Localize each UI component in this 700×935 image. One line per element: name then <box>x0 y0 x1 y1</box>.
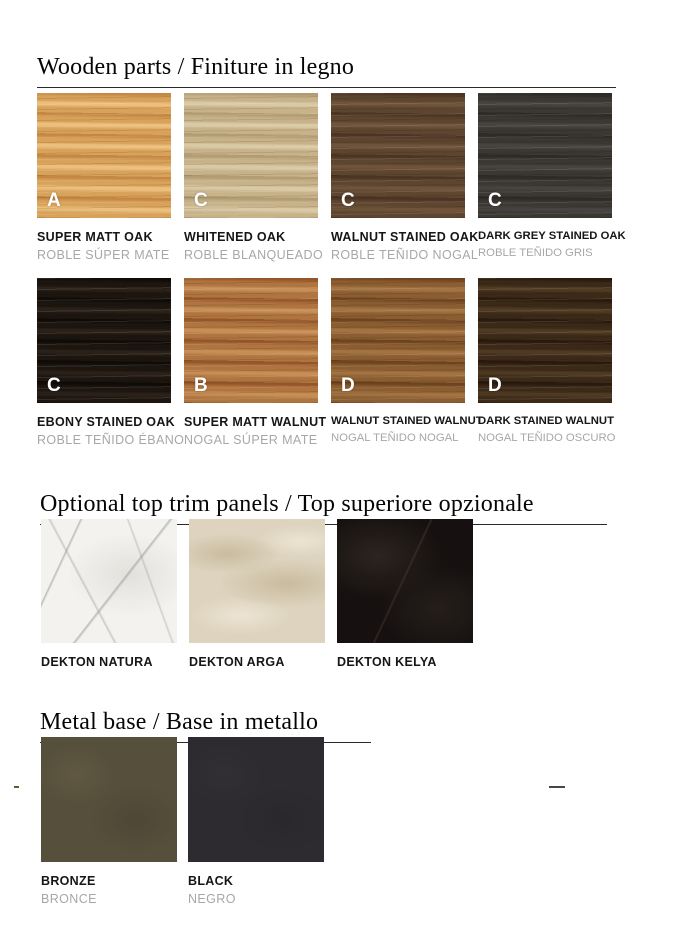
finish-name-es: ROBLE TEÑIDO ÉBANO <box>37 433 185 448</box>
finish-name: WALNUT STAINED WALNUT <box>331 415 483 427</box>
panel-cell-dekton-natura <box>41 519 177 669</box>
swatch-dark-stained-walnut <box>478 278 612 403</box>
panel-name: DEKTON KELYA <box>337 655 437 669</box>
panel-cell-dekton-kelya <box>337 519 473 669</box>
section-title-metal-base: Metal base / Base in metallo <box>40 709 371 743</box>
wooden-finishes-row-1 <box>37 93 626 263</box>
swatch-super-matt-walnut <box>184 278 318 403</box>
finish-name-es: NOGAL TEÑIDO OSCURO <box>478 431 616 444</box>
grade-letter: B <box>194 375 208 396</box>
finish-name-es: ROBLE TEÑIDO GRIS <box>478 246 593 259</box>
section-title-wooden-parts: Wooden parts / Finiture in legno <box>37 54 616 88</box>
finish-cell-super-matt-walnut <box>184 278 327 448</box>
panel-name: DEKTON ARGA <box>189 655 285 669</box>
section-title-top-trim-panels: Optional top trim panels / Top superiore opzionale <box>40 491 607 525</box>
finish-name: SUPER MATT WALNUT <box>184 415 327 429</box>
finish-name-es: ROBLE BLANQUEADO <box>184 248 324 263</box>
swatch-whitened-oak <box>184 93 318 218</box>
swatch-dekton-kelya <box>337 519 473 643</box>
finish-name: SUPER MATT OAK <box>37 230 153 244</box>
finish-name-es: ROBLE SÚPER MATE <box>37 248 170 263</box>
grade-letter: C <box>194 190 208 211</box>
finish-name: DARK GREY STAINED OAK <box>478 230 626 242</box>
finish-name: DARK STAINED WALNUT <box>478 415 614 427</box>
swatch-bronze <box>41 737 177 862</box>
finish-name-es: NOGAL TEÑIDO NOGAL <box>331 431 459 444</box>
metal-cell-black <box>188 737 324 907</box>
grade-letter: D <box>488 375 502 396</box>
finish-cell-whitened-oak <box>184 93 324 263</box>
finish-cell-walnut-stained-walnut <box>331 278 483 448</box>
metal-name-es: BRONCE <box>41 892 97 907</box>
swatch-walnut-stained-oak <box>331 93 465 218</box>
panel-cell-dekton-arga <box>189 519 325 669</box>
top-panels-row <box>41 519 473 669</box>
swatch-dekton-arga <box>189 519 325 643</box>
finish-name-es: ROBLE TEÑIDO NOGAL <box>331 248 479 263</box>
grade-letter: D <box>341 375 355 396</box>
wooden-finishes-row-2 <box>37 278 616 448</box>
grade-letter: C <box>341 190 355 211</box>
finish-cell-dark-stained-walnut <box>478 278 616 448</box>
stray-mark-left <box>14 786 19 788</box>
metal-base-row <box>41 737 324 907</box>
grade-letter: C <box>488 190 502 211</box>
finish-cell-super-matt-oak <box>37 93 171 263</box>
finish-cell-walnut-stained-oak <box>331 93 479 263</box>
finish-name: WALNUT STAINED OAK <box>331 230 479 244</box>
swatch-super-matt-oak <box>37 93 171 218</box>
swatch-dark-grey-stained-oak <box>478 93 612 218</box>
grade-letter: A <box>47 190 61 211</box>
finish-name-es: NOGAL SÚPER MATE <box>184 433 318 448</box>
metal-name: BLACK <box>188 874 234 888</box>
finish-name: EBONY STAINED OAK <box>37 415 175 429</box>
swatch-dekton-natura <box>41 519 177 643</box>
metal-name-es: NEGRO <box>188 892 236 907</box>
metal-name: BRONZE <box>41 874 96 888</box>
swatch-black <box>188 737 324 862</box>
finish-cell-ebony-stained-oak <box>37 278 185 448</box>
finish-name: WHITENED OAK <box>184 230 286 244</box>
stray-mark-right <box>549 786 565 788</box>
swatch-ebony-stained-oak <box>37 278 171 403</box>
swatch-walnut-stained-walnut <box>331 278 465 403</box>
panel-name: DEKTON NATURA <box>41 655 153 669</box>
finish-cell-dark-grey-stained-oak <box>478 93 626 263</box>
metal-cell-bronze <box>41 737 177 907</box>
grade-letter: C <box>47 375 61 396</box>
